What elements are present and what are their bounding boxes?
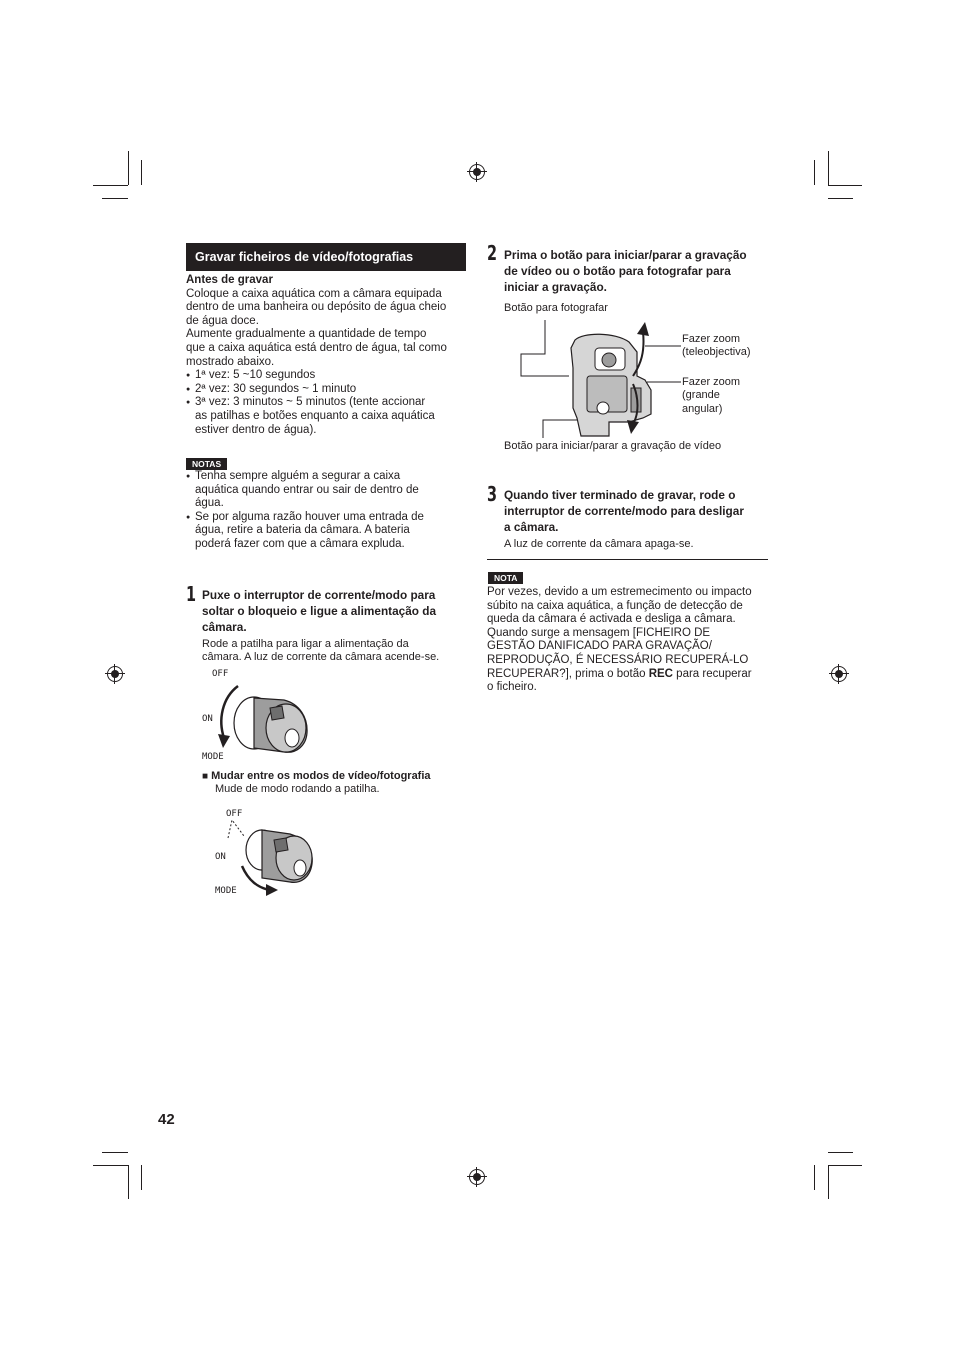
registration-mark-icon xyxy=(469,164,485,180)
step-number: 1 xyxy=(186,582,197,606)
photo-button-label: Botão para fotografar xyxy=(504,302,608,314)
before-para1: Coloque a caixa aquática com a câmara equipada dentro de uma banheira ou depósito de água cheio de água doce. xyxy=(186,287,447,327)
mode-switch-section: ■ Mudar entre os modos de vídeo/fotografia Mude de modo rodando a patilha. xyxy=(202,770,482,797)
registration-mark-icon xyxy=(469,1169,485,1185)
list-item: ● Se por alguma razão houver uma entrada de água, retire a bateria da câmara. A bateria poderá fazer com que a câmara expluda. xyxy=(186,511,471,552)
step1-body: Rode a patilha para ligar a alimentação da câmara. A luz de corrente da câmara acende-se. xyxy=(202,638,440,664)
power-switch-illustration xyxy=(212,678,317,763)
list-item: ● 1ª vez: 5 ~10 segundos xyxy=(186,369,471,383)
before-heading: Antes de gravar xyxy=(186,274,273,286)
step2-heading: Prima o botão para iniciar/parar a gravação de vídeo ou o botão para fotografar para iniciar a gravação. xyxy=(504,248,747,294)
switch-label-on: ON xyxy=(215,852,226,862)
list-item: ● 2ª vez: 30 segundos ~ 1 minuto xyxy=(186,383,471,397)
step3-heading: Quando tiver terminado de gravar, rode o interruptor de corrente/modo para desligar a câmara. xyxy=(504,488,744,534)
camera-housing-illustration xyxy=(505,318,685,440)
rec-button-name: REC xyxy=(648,667,673,680)
switch-label-mode: MODE xyxy=(215,886,237,896)
before-recording xyxy=(186,274,471,437)
note-tag: NOTA xyxy=(488,572,523,584)
switch-label-off: OFF xyxy=(212,669,229,679)
page-number: 42 xyxy=(158,1111,175,1128)
sub-body: Mude de modo rodando a patilha. xyxy=(215,783,380,796)
before-para2: Aumente gradualmente a quantidade de tempo que a caixa aquática está dentro de água, tal como mostrado abaixo. xyxy=(186,328,447,368)
mode-switch-illustration xyxy=(222,818,322,898)
section-title: Gravar ficheiros de vídeo/fotografias xyxy=(186,243,466,271)
sub-heading: Mudar entre os modos de vídeo/fotografia xyxy=(211,770,431,782)
registration-mark-icon xyxy=(107,666,123,682)
step-number: 3 xyxy=(487,482,498,506)
note-text: Por vezes, devido a um estremecimento ou impacto súbito na caixa aquática, a função de detecção de queda da câmara é activada e desliga a câmara. Quando surge a mensagem [FICHEIRO DE GESTÃO DANIFICADO PARA GRAVAÇÃO/ REPRODUÇÃO, É NECESSÁRIO RECUPERÁ-LO RECUPERAR?], prima o botão REC para recuperar o ficheiro. xyxy=(487,586,752,694)
notes-tag: NOTAS xyxy=(186,458,227,470)
notes-list xyxy=(186,470,471,552)
list-item: ● 3ª vez: 3 minutos ~ 5 minutos (tente accionar as patilhas e botões enquanto a caixa aquática estiver dentro de água). xyxy=(186,396,471,437)
step-number: 2 xyxy=(487,241,498,265)
step1-heading: Puxe o interruptor de corrente/modo para soltar o bloqueio e ligue a alimentação da câmara. xyxy=(202,588,437,634)
zoom-wide-label: Fazer zoom (grande angular) xyxy=(682,376,741,415)
record-button-label: Botão para iniciar/parar a gravação de vídeo xyxy=(504,440,722,452)
switch-label-on: ON xyxy=(202,714,213,724)
divider xyxy=(487,559,768,560)
list-item: ● Tenha sempre alguém a segurar a caixa aquática quando entrar ou sair de dentro de água. xyxy=(186,470,471,511)
switch-label-mode: MODE xyxy=(202,752,224,762)
step3-body: A luz de corrente da câmara apaga-se. xyxy=(504,538,694,550)
switch-label-off: OFF xyxy=(226,809,243,819)
zoom-tele-label: Fazer zoom (teleobjectiva) xyxy=(682,333,751,359)
registration-mark-icon xyxy=(831,666,847,682)
